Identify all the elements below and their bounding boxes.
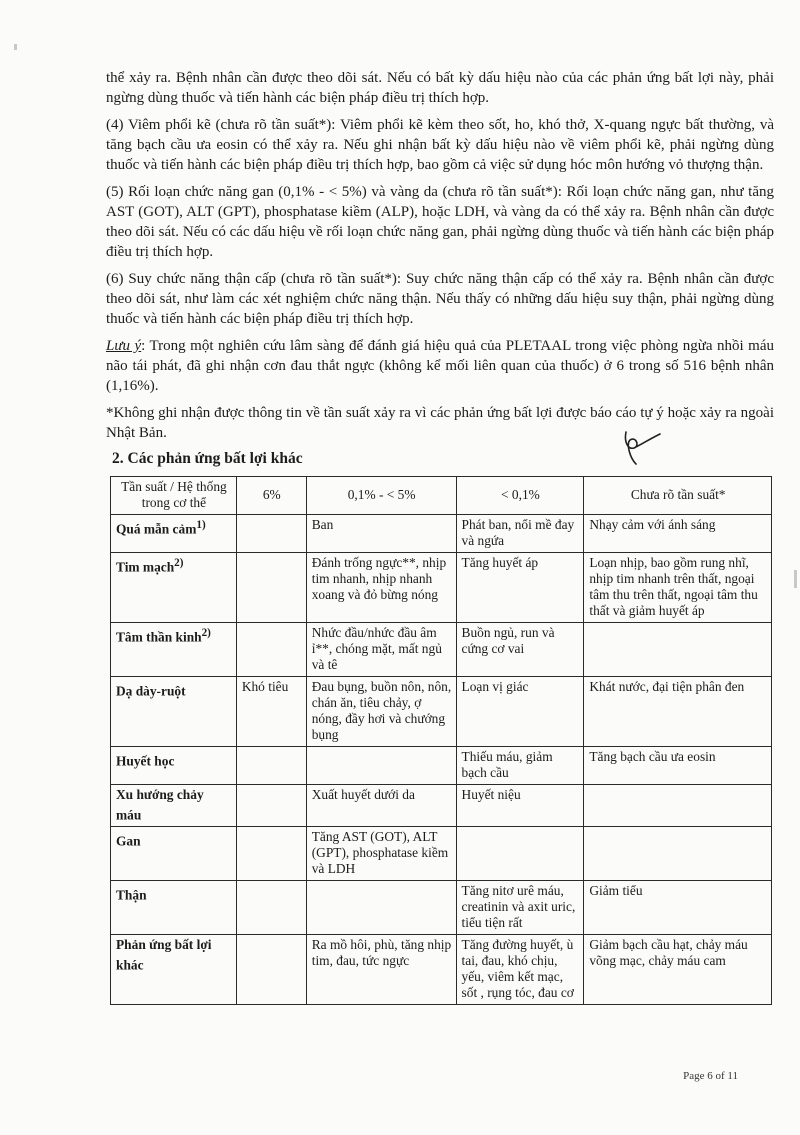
paragraph-footnote: *Không ghi nhận được thông tin về tần suất xảy ra vì các phản ứng bất lợi được báo cáo tự ý hoặc xảy ra ngoài Nhật Bản.	[106, 405, 774, 441]
cell-frequency-unknown: Nhạy cảm với ánh sáng	[584, 515, 772, 553]
adverse-reactions-table	[110, 476, 772, 1005]
cell-less-than-0-1-percent: Tăng đường huyết, ù tai, đau, khó chịu, yếu, viêm kết mạc, sốt , rụng tóc, đau cơ	[456, 935, 584, 1005]
scan-artifact-right	[794, 570, 797, 588]
cell-0-1-to-5-percent: Xuất huyết dưới da	[306, 785, 456, 827]
table-header-row	[111, 477, 772, 515]
cell-less-than-0-1-percent: Thiếu máu, giảm bạch cầu	[456, 747, 584, 785]
cell-6-percent	[236, 827, 306, 881]
handwritten-signature	[616, 428, 666, 468]
system-cell: Dạ dày-ruột	[111, 677, 237, 747]
system-cell: Xu hướng chảy máu	[111, 785, 237, 827]
system-cell: Huyết học	[111, 747, 237, 785]
cell-frequency-unknown	[584, 623, 772, 677]
cell-less-than-0-1-percent: Tăng huyết áp	[456, 553, 584, 623]
cell-0-1-to-5-percent: Đau bụng, buồn nôn, nôn, chán ăn, tiêu chảy, ợ nóng, đầy hơi và chướng bụng	[306, 677, 456, 747]
section-heading: 2. Các phản ứng bất lợi khác	[112, 450, 303, 467]
paragraph-acute-renal-failure: (6) Suy chức năng thận cấp (chưa rõ tần suất*): Suy chức năng thận cấp có thể xảy ra. Bệnh nhân cần được theo dõi sát, như làm các xét nghiệm chức năng thận. Nếu thấy có những dấu hiệu suy thận, phải ngừng dùng thuốc và tiến hành các biện pháp điều trị thích hợp.	[106, 271, 774, 327]
cell-frequency-unknown: Khát nước, đại tiện phân đen	[584, 677, 772, 747]
cell-6-percent	[236, 935, 306, 1005]
paragraph-continuation: thể xảy ra. Bệnh nhân cần được theo dõi sát. Nếu có bất kỳ dấu hiệu nào của các phản ứng bất lợi này, phải ngừng dùng thuốc và tiến hành các biện pháp điều trị thích hợp.	[106, 70, 774, 106]
header-frequency-unknown: Chưa rõ tần suất*	[584, 477, 772, 515]
table-row	[111, 623, 772, 677]
cell-0-1-to-5-percent: Ra mồ hôi, phù, tăng nhịp tim, đau, tức ngực	[306, 935, 456, 1005]
paragraph-note	[106, 336, 774, 396]
paragraph-hepatic-dysfunction: (5) Rối loạn chức năng gan (0,1% - < 5%) và vàng da (chưa rõ tần suất*): Rối loạn chức năng gan, như tăng AST (GOT), ALT (GPT), phosphatase kiềm (ALP), hoặc LDH, và vàng da có thể xảy ra. Bệnh nhân cần được theo dõi sát. Nếu có các dấu hiệu về rối loạn chức năng gan, phải ngừng dùng thuốc và tiến hành các biện pháp điều trị thích hợp.	[106, 184, 774, 260]
cell-6-percent	[236, 553, 306, 623]
header-0-1-to-5-percent: 0,1% - < 5%	[306, 477, 456, 515]
table-row	[111, 881, 772, 935]
cell-0-1-to-5-percent: Đánh trống ngực**, nhịp tim nhanh, nhịp nhanh xoang và đỏ bừng nóng	[306, 553, 456, 623]
cell-6-percent	[236, 747, 306, 785]
table-row	[111, 677, 772, 747]
header-less-than-0-1-percent: < 0,1%	[456, 477, 584, 515]
header-frequency-system: Tần suất / Hệ thống trong cơ thể	[111, 477, 237, 515]
cell-less-than-0-1-percent: Loạn vị giác	[456, 677, 584, 747]
paragraph-interstitial-pneumonia: (4) Viêm phổi kẽ (chưa rõ tần suất*): Viêm phổi kẽ kèm theo sốt, ho, khó thở, X-quang ngực bất thường, và tăng bạch cầu ưa eosin có thể xảy ra. Nếu ghi nhận bất kỳ dấu hiệu nào về viêm phổi kẽ, phải ngừng dùng thuốc và tiến hành các biện pháp điều trị thích hợp, bao gồm cả việc sử dụng hóc môn hướng vỏ thượng thận.	[106, 117, 774, 173]
table-body	[111, 515, 772, 1005]
cell-frequency-unknown	[584, 827, 772, 881]
note-label: Lưu ý	[106, 338, 142, 354]
table-row	[111, 515, 772, 553]
cell-0-1-to-5-percent: Nhức đầu/nhức đầu âm ỉ**, chóng mặt, mất ngủ và tê	[306, 623, 456, 677]
table-row	[111, 827, 772, 881]
page-number: Page 6 of 11	[683, 1070, 738, 1082]
cell-6-percent	[236, 515, 306, 553]
cell-0-1-to-5-percent	[306, 881, 456, 935]
note-text: : Trong một nghiên cứu lâm sàng để đánh giá hiệu quả của PLETAAL trong việc phòng ngừa nhồi máu não tái phát, đã ghi nhận cơn đau thắt ngực (không kể mối liên quan của thuốc) ở 6 trong số 516 bệnh nhân (1,16%).	[106, 338, 774, 394]
cell-0-1-to-5-percent: Tăng AST (GOT), ALT (GPT), phosphatase kiềm và LDH	[306, 827, 456, 881]
system-cell: Phản ứng bất lợi khác	[111, 935, 237, 1005]
cell-frequency-unknown: Giảm tiểu	[584, 881, 772, 935]
cell-0-1-to-5-percent	[306, 747, 456, 785]
system-cell: Gan	[111, 827, 237, 881]
system-cell: Tim mạch$^{2)}$	[111, 553, 237, 623]
cell-6-percent	[236, 881, 306, 935]
body-text	[106, 68, 774, 450]
header-6-percent: 6%	[236, 477, 306, 515]
cell-frequency-unknown: Tăng bạch cầu ưa eosin	[584, 747, 772, 785]
cell-less-than-0-1-percent: Tăng nitơ urê máu, creatinin và axit uric, tiểu tiện rất	[456, 881, 584, 935]
table-row	[111, 935, 772, 1005]
table-row	[111, 747, 772, 785]
cell-less-than-0-1-percent: Buồn ngủ, run và cứng cơ vai	[456, 623, 584, 677]
system-cell: Quá mẫn cảm$^{1)}$	[111, 515, 237, 553]
cell-less-than-0-1-percent: Huyết niệu	[456, 785, 584, 827]
table-row	[111, 553, 772, 623]
cell-0-1-to-5-percent: Ban	[306, 515, 456, 553]
table-row	[111, 785, 772, 827]
cell-6-percent: Khó tiêu	[236, 677, 306, 747]
system-cell: Thận	[111, 881, 237, 935]
cell-frequency-unknown: Loạn nhịp, bao gồm rung nhĩ, nhịp tim nhanh trên thất, ngoại tâm thu trên thất, ngoại tâm thu thất và giảm huyết áp	[584, 553, 772, 623]
system-cell: Tâm thần kinh$^{2)}$	[111, 623, 237, 677]
cell-less-than-0-1-percent: Phát ban, nổi mề đay và ngứa	[456, 515, 584, 553]
cell-less-than-0-1-percent	[456, 827, 584, 881]
cell-6-percent	[236, 785, 306, 827]
cell-6-percent	[236, 623, 306, 677]
cell-frequency-unknown: Giảm bạch cầu hạt, chảy máu võng mạc, chảy máu cam	[584, 935, 772, 1005]
cell-frequency-unknown	[584, 785, 772, 827]
scan-artifact-left	[14, 44, 17, 50]
